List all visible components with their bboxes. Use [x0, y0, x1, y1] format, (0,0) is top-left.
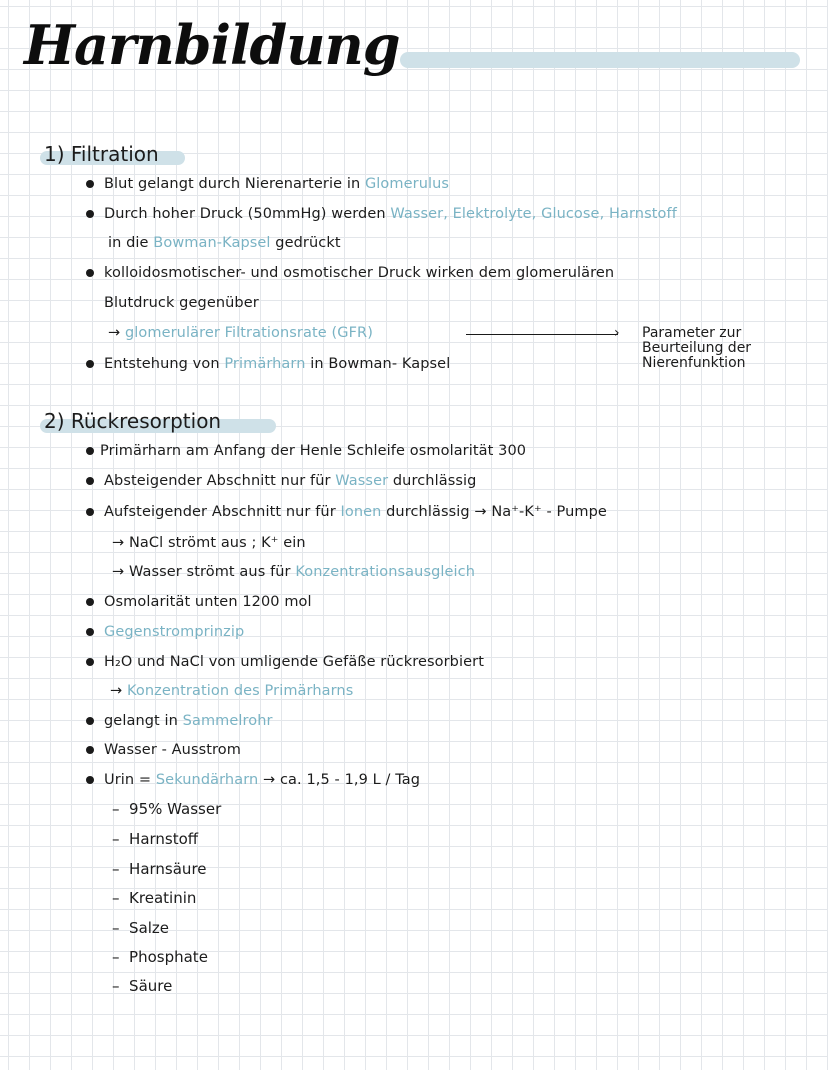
long-arrow-line: [466, 334, 618, 335]
bullet: [86, 269, 94, 277]
list-item: Aufsteigender Abschnitt nur für Ionen durchlässig → Na⁺-K⁺ - Pumpe: [104, 504, 607, 520]
dash-item: – Säure: [112, 977, 173, 995]
bullet: [86, 776, 94, 784]
list-item: Absteigender Abschnitt nur für Wasser durchlässig: [104, 473, 477, 489]
bullet: [86, 477, 94, 485]
bullet: [86, 628, 94, 636]
list-item: Durch hoher Druck (50mmHg) werden Wasser, Elektrolyte, Glucose, Harnstoff: [104, 206, 677, 222]
bullet: [86, 717, 94, 725]
title-underline-highlight: [400, 52, 800, 68]
list-item-continued: Blutdruck gegenüber: [104, 295, 259, 311]
list-item: Blut gelangt durch Nierenarterie in Glomerulus: [104, 176, 450, 192]
section-heading-rueckresorption: 2) Rückresorption: [44, 409, 222, 433]
dash-item: – Harnsäure: [112, 860, 207, 878]
list-item: Osmolarität unten 1200 mol: [104, 594, 312, 610]
list-item: Entstehung von Primärharn in Bowman- Kapsel: [104, 356, 451, 372]
arrow-right-icon: ›: [614, 325, 620, 341]
list-item-arrow: → NaCl strömt aus ; K⁺ ein: [112, 535, 306, 551]
dash-item: – 95% Wasser: [112, 800, 222, 818]
list-item: Gegenstromprinzip: [104, 624, 245, 640]
dash-item: – Salze: [112, 919, 170, 937]
dash-item: – Kreatinin: [112, 889, 197, 907]
bullet: [86, 180, 94, 188]
list-item-arrow: → glomerulärer Filtrationsrate (GFR): [108, 325, 373, 341]
dash-item: – Phosphate: [112, 948, 208, 966]
list-item: H₂O und NaCl von umligende Gefäße rückresorbiert: [104, 654, 484, 670]
bullet: [86, 447, 94, 455]
list-item-arrow: → Konzentration des Primärharns: [110, 683, 354, 699]
list-item: kolloidosmotischer- und osmotischer Druck wirken dem glomerulären: [104, 265, 615, 281]
bullet: [86, 658, 94, 666]
dash-item: – Harnstoff: [112, 830, 199, 848]
bullet: [86, 746, 94, 754]
list-item: gelangt in Sammelrohr: [104, 713, 273, 729]
list-item: Urin = Sekundärharn → ca. 1,5 - 1,9 L / Tag: [104, 772, 421, 788]
section-heading-filtration: 1) Filtration: [44, 142, 159, 166]
bullet: [86, 508, 94, 516]
list-item-arrow: → Wasser strömt aus für Konzentrationsausgleich: [112, 564, 476, 580]
list-item-continued: in die Bowman-Kapsel gedrückt: [108, 235, 341, 251]
list-item: Primärharn am Anfang der Henle Schleife osmolarität 300: [100, 443, 527, 459]
bullet: [86, 360, 94, 368]
list-item: Wasser - Ausstrom: [104, 742, 241, 758]
bullet: [86, 210, 94, 218]
bullet: [86, 598, 94, 606]
side-note: Parameter zur Beurteilung der Nierenfunktion: [642, 325, 752, 371]
page-title: Harnbildung: [24, 13, 400, 77]
